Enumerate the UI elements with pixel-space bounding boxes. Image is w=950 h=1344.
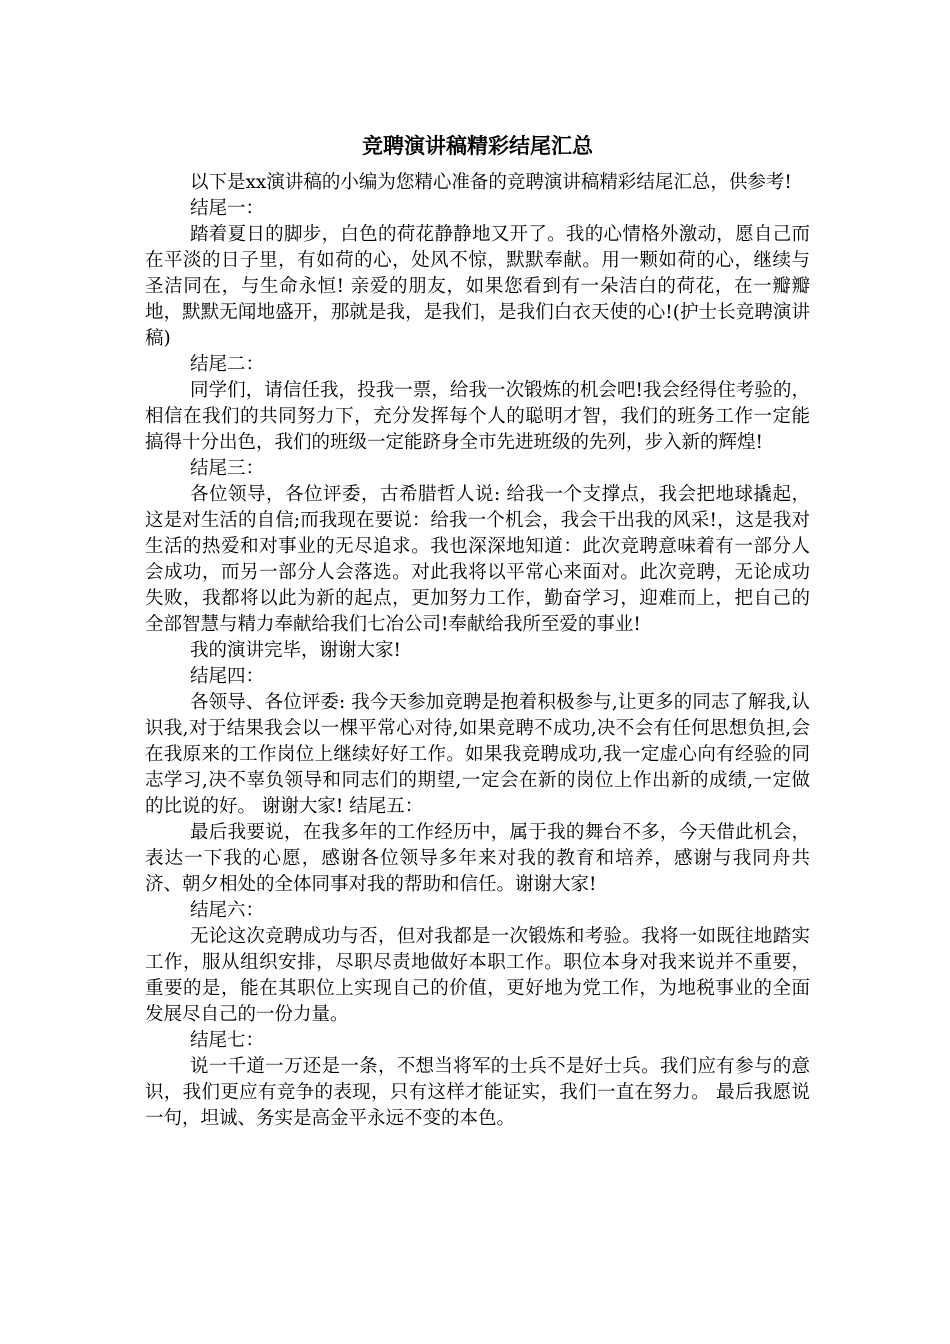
intro-paragraph: 以下是xx演讲稿的小编为您精心准备的竞聘演讲稿精彩结尾汇总，供参考! (190, 172, 792, 193)
section-body-4: 各领导、各位评委: 我今天参加竞聘是抱着积极参与,让更多的同志了解我,认识我,对于结果我会以一棵平常心对待,如果竞聘不成功,决不会有任何思想负担,会在我原来的工作岗位上继续好好工作。如果我竞聘成功,我一定虚心向有经验的同志学习,决不辜负领导和同志们的期望,一定会在新的岗位上作出新的成绩,一定做的比说的好。 谢谢大家! 结尾五： (145, 692, 810, 817)
section-body-2: 同学们，请信任我，投我一票，给我一次锻炼的机会吧!我会经得住考验的，相信在我们的共同努力下，充分发挥每个人的聪明才智，我们的班务工作一定能搞得十分出色，我们的班级一定能跻身全市先进班级的先列，步入新的辉煌! (145, 380, 810, 453)
section-closing-3: 我的演讲完毕，谢谢大家! (190, 640, 401, 661)
section-body-5: 最后我要说，在我多年的工作经历中，属于我的舞台不多，今天借此机会，表达一下我的心愿，感谢各位领导多年来对我的教育和培养，感谢与我同舟共济、朝夕相处的全体同事对我的帮助和信任。谢谢大家! (145, 822, 810, 895)
document-title: 竞聘演讲稿精彩结尾汇总 (362, 133, 593, 158)
section-body-7: 说一千道一万还是一条，不想当将军的士兵不是好士兵。我们应有参与的意识，我们更应有竞争的表现，只有这样才能证实，我们一直在努力。 最后我愿说一句，坦诚、务实是高金平永远不变的本色。 (145, 1056, 810, 1129)
section-heading-6: 结尾六： (190, 900, 265, 921)
section-heading-7: 结尾七： (190, 1030, 265, 1051)
section-body-6: 无论这次竞聘成功与否，但对我都是一次锻炼和考验。我将一如既往地踏实工作，服从组织安排，尽职尽责地做好本职工作。职位本身对我来说并不重要，重要的是，能在其职位上实现自己的价值，更好地为党工作，为地税事业的全面发展尽自己的一份力量。 (145, 926, 810, 1025)
section-heading-3: 结尾三： (190, 458, 265, 479)
section-heading-4: 结尾四： (190, 666, 265, 687)
section-body-3: 各位领导，各位评委，古希腊哲人说: 给我一个支撑点，我会把地球撬起，这是对生活的自信;而我现在要说：给我一个机会，我会干出我的风采!，这是我对生活的热爱和对事业的无尽追求。我也深深地知道：此次竞聘意味着有一部分人会成功，而另一部分人会落选。对此我将以平常心来面对。此次竞聘，无论成功失败，我都将以此为新的起点，更加努力工作，勤奋学习，迎难而上，把自己的全部智慧与精力奉献给我们七冶公司!奉献给我所至爱的事业! (145, 484, 810, 635)
document-page (145, 130, 810, 1132)
section-heading-2: 结尾二： (190, 354, 265, 375)
section-body-1: 踏着夏日的脚步，白色的荷花静静地又开了。我的心情格外激动，愿自己而在平淡的日子里，有如荷的心，处风不惊，默默奉献。用一颗如荷的心，继续与圣洁同在，与生命永恒! 亲爱的朋友，如果您看到有一朵洁白的荷花，在一瓣瓣地，默默无闻地盛开，那就是我，是我们，是我们白衣天使的心!(护士长竞聘演讲稿) (145, 224, 810, 349)
section-heading-1: 结尾一： (190, 198, 265, 219)
